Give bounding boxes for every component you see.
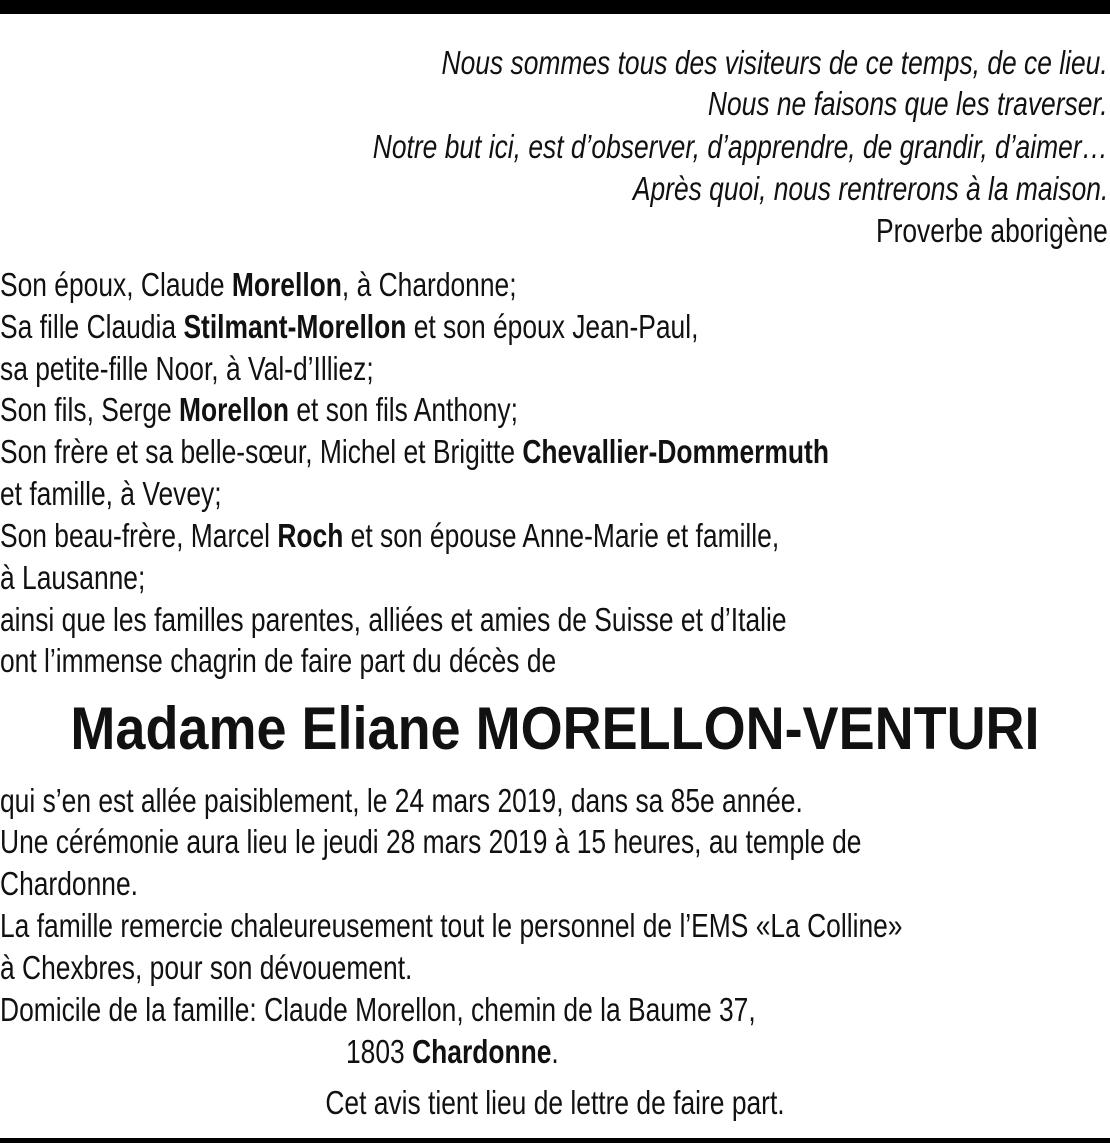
family-line: ainsi que les familles parentes, alliées et amies de Suisse et d’Italie: [0, 601, 787, 638]
deceased-name: Madame Eliane MORELLON-VENTURI: [70, 695, 1040, 762]
details-line: La famille remercie chaleureusement tout le personnel de l’EMS «La Colline»: [0, 907, 903, 944]
family-line: à Lausanne;: [0, 559, 146, 596]
details-line: Chardonne.: [0, 865, 138, 902]
quote-line: Après quoi, nous rentrerons à la maison.: [632, 170, 1108, 207]
details-line: Une cérémonie aura lieu le jeudi 28 mars 2019 à 15 heures, au temple de: [0, 823, 862, 860]
family-line: Son fils, Serge Morellon et son fils Anthony;: [0, 391, 518, 428]
family-line: ont l’immense chagrin de faire part du décès de: [0, 642, 557, 679]
details-line: Domicile de la famille: Claude Morellon, chemin de la Baume 37,: [0, 991, 756, 1028]
address-line: 1803 Chardonne.: [346, 1033, 559, 1070]
family-line: Son époux, Claude Morellon, à Chardonne;: [0, 266, 517, 303]
family-line: et famille, à Vevey;: [0, 475, 222, 512]
quote-line: Notre but ici, est d’observer, d’apprendre, de grandir, d’aimer…: [372, 128, 1108, 165]
quote-source: Proverbe aborigène: [876, 212, 1108, 249]
details-line: à Chexbres, pour son dévouement.: [0, 949, 413, 986]
family-line: Sa fille Claudia Stilmant-Morellon et son époux Jean-Paul,: [0, 308, 699, 345]
family-line: sa petite-fille Noor, à Val-d’Illiez;: [0, 350, 374, 387]
details-line: qui s’en est allée paisiblement, le 24 mars 2019, dans sa 85e année.: [0, 782, 803, 819]
top-rule: [0, 0, 1110, 14]
quote-line: Nous sommes tous des visiteurs de ce temps, de ce lieu.: [441, 44, 1108, 81]
family-line: Son frère et sa belle-sœur, Michel et Brigitte Chevallier-Dommermuth: [0, 433, 829, 470]
closing-note: Cet avis tient lieu de lettre de faire part.: [325, 1084, 785, 1121]
quote-line: Nous ne faisons que les traverser.: [708, 85, 1108, 122]
bottom-rule: [0, 1138, 1110, 1143]
family-line: Son beau-frère, Marcel Roch et son épouse Anne-Marie et famille,: [0, 517, 780, 554]
